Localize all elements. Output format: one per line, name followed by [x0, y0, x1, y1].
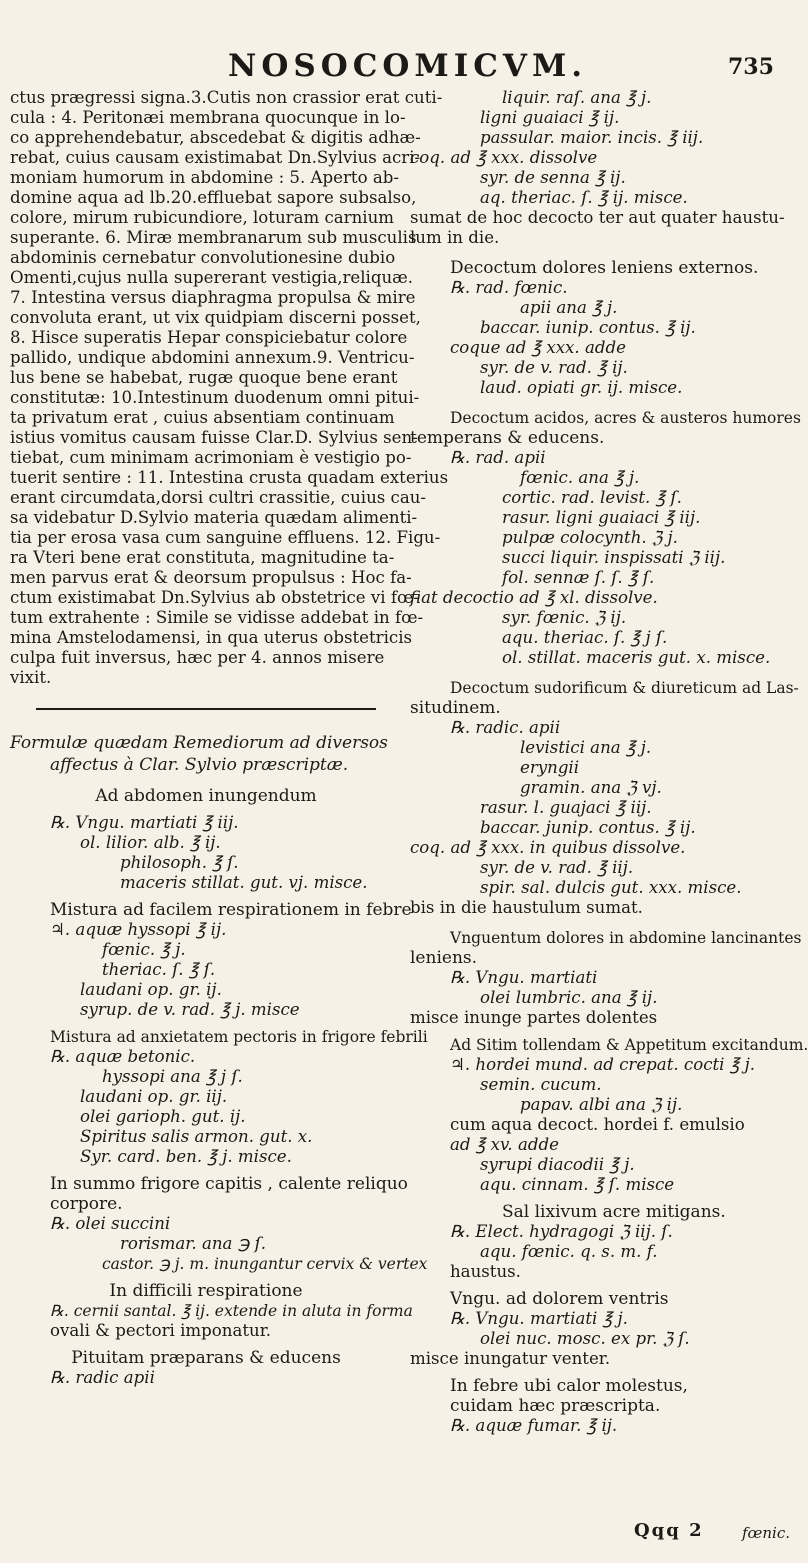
- recipe-line: syr. de v. rad. ℥ ij.: [480, 358, 628, 377]
- recipe-block: [410, 408, 801, 668]
- text-line: men parvus erat & deorsum propulsus : Hoc fa-: [10, 568, 412, 587]
- recipe-block: [410, 928, 802, 1028]
- text-line: Omenti,cujus nulla supererant vestigia,reliquæ.: [10, 268, 414, 287]
- recipe-heading: Mistura ad anxietatem pectoris in frigore febrili: [50, 1028, 428, 1046]
- text-line: superante. 6. Miræ membranarum sub musculis: [10, 228, 417, 247]
- recipe-line: olei garioph. gut. ij.: [80, 1107, 246, 1126]
- recipe-continuation: [410, 88, 790, 248]
- text-line: 7. Intestina versus diaphragma propulsa & mire: [10, 288, 416, 307]
- recipe-line: aqu. fœnic. q. s. m. f.: [480, 1242, 658, 1261]
- recipe-line: laud. opiati gr. ij. misce.: [480, 378, 683, 397]
- text-line: cula : 4. Peritonæi membrana quocunque in lo-: [10, 108, 406, 127]
- recipe-line: aq. theriac. ſ. ℥ ij. misce.: [480, 188, 688, 207]
- recipe-block: [10, 900, 412, 1020]
- recipe-heading: Decoctum sudorificum & diureticum ad Las-: [450, 679, 799, 697]
- text-line: istius vomitus causam fuisse Clar.D. Sylvius sen-: [10, 428, 418, 447]
- recipe-line: ℞. radic apii: [50, 1368, 155, 1387]
- recipe-block: [10, 1027, 428, 1167]
- text-line: ra Vteri bene erat constituta, magnitudine ta-: [10, 548, 395, 567]
- text-line: moniam humorum in abdomine : 5. Aperto ab-: [10, 168, 399, 187]
- recipe-heading: leniens.: [410, 948, 478, 968]
- recipe-heading: cuidam hæc præscripta.: [450, 1396, 661, 1416]
- catchword: fœnic.: [742, 1524, 791, 1542]
- recipe-line: philosoph. ℥ ſ.: [120, 853, 239, 872]
- recipe-line: fœnic. ana ℥ j.: [520, 468, 640, 487]
- recipe-line: Syr. card. ben. ℥ j. misce.: [80, 1147, 292, 1166]
- recipe-heading: Ad abdomen inungendum: [95, 786, 317, 806]
- recipe-line: rorismar. ana ℈ ſ.: [120, 1234, 266, 1253]
- recipe-line: laudani op. gr. iij.: [80, 1087, 228, 1106]
- recipe-block: [10, 1348, 402, 1388]
- recipe-line: misce inunge partes dolentes: [410, 1008, 658, 1027]
- recipe-line: aqu. theriac. ſ. ℥ j ſ.: [502, 628, 668, 647]
- recipe-line: castor. ℈ j. m. inungantur cervix & vertex: [102, 1255, 428, 1273]
- recipe-block: [410, 1289, 790, 1369]
- recipe-line: ℞. cernii santal. ℥ ij. extende in aluta in forma: [50, 1302, 413, 1320]
- recipe-line: lum in die.: [410, 228, 500, 247]
- text-line: constitutæ: 10.Intestinum duodenum omni pitui-: [10, 388, 420, 407]
- recipe-line: spir. sal. dulcis gut. xxx. misce.: [480, 878, 742, 897]
- formulae-title: Formulæ quædam Remediorum ad diversos: [10, 733, 388, 753]
- recipe-heading: In summo frigore capitis , calente reliquo: [50, 1174, 408, 1194]
- recipe-block: [410, 258, 790, 398]
- recipe-line: passular. maior. incis. ℥ iij.: [480, 128, 704, 147]
- recipe-block: [410, 1376, 790, 1436]
- recipe-line: levistici ana ℥ j.: [520, 738, 652, 757]
- text-line: tiebat, cum minimam acrimoniam è vestigio po-: [10, 448, 412, 467]
- recipe-heading: In febre ubi calor molestus,: [450, 1376, 688, 1396]
- recipe-heading: Decoctum acidos, acres & austeros humores: [450, 409, 801, 427]
- section-divider: [36, 708, 376, 710]
- recipe-heading: situdinem.: [410, 698, 501, 718]
- recipe-line: pulpæ colocynth. ℨ j.: [502, 528, 678, 547]
- recipe-heading: Pituitam præparans & educens: [71, 1348, 341, 1368]
- recipe-line: ad ℥ xv. adde: [450, 1135, 559, 1154]
- recipe-line: coq. ad ℥ xxx. dissolve: [410, 148, 598, 167]
- recipe-line: semin. cucum.: [480, 1075, 602, 1094]
- recipe-line: ℞. radic. apii: [450, 718, 561, 737]
- text-line: abdominis cernebatur convolutionesine dubio: [10, 248, 396, 267]
- recipe-line: misce inungatur venter.: [410, 1349, 611, 1368]
- recipe-line: ℞. aquæ fumar. ℥ ij.: [450, 1416, 618, 1435]
- recipe-block: [10, 1281, 413, 1341]
- recipe-line: theriac. ſ. ℥ ſ.: [102, 960, 216, 979]
- recipe-line: ol. lilior. alb. ℥ ij.: [80, 833, 221, 852]
- recipe-line: baccar. junip. contus. ℥ ij.: [480, 818, 696, 837]
- recipe-line: baccar. iunip. contus. ℥ ij.: [480, 318, 696, 337]
- text-line: culpa fuit inversus, hæc per 4. annos misere: [10, 648, 385, 667]
- recipe-line: fœnic. ℥ j.: [102, 940, 186, 959]
- text-line: lus bene se habebat, rugæ quoque bene erant: [10, 368, 398, 387]
- recipe-line: ℞. Vngu. martiati ℥ iij.: [50, 813, 239, 832]
- recipe-block: [410, 1035, 808, 1195]
- recipe-line: ℞. aquæ betonic.: [50, 1047, 196, 1066]
- page-number: 735: [728, 54, 774, 80]
- text-line: ta privatum erat , cuius absentiam continuam: [10, 408, 395, 427]
- recipe-block: [410, 1202, 790, 1282]
- recipe-line: laudani op. gr. ij.: [80, 980, 222, 999]
- text-line: ctum existimabat Dn.Sylvius ab obstetrice vi fœ-: [10, 588, 420, 607]
- recipe-line: papav. albi ana ℨ ij.: [520, 1095, 683, 1114]
- text-line: co apprehendebatur, abscedebat & digitis adhæ-: [10, 128, 421, 147]
- text-line: tum extrahente : Simile se vidisse addebat in fœ-: [10, 608, 424, 627]
- recipe-line: syrupi diacodii ℥ j.: [480, 1155, 635, 1174]
- recipe-line: olei nuc. mosc. ex pr. ℨ ſ.: [480, 1329, 690, 1348]
- text-line: pallido, undique abdomini annexum.9. Ventricu-: [10, 348, 415, 367]
- running-head: NOSOCOMICVM.: [228, 48, 588, 84]
- recipe-block: [10, 786, 402, 893]
- recipe-heading: Sal lixivum acre mitigans.: [502, 1202, 726, 1222]
- text-line: 8. Hisce superatis Hepar conspiciebatur colore: [10, 328, 408, 347]
- recipe-line: liquir. raſ. ana ℥ j.: [502, 88, 652, 107]
- text-line: convoluta erant, ut vix quidpiam discerni posset,: [10, 308, 421, 327]
- recipe-block: [10, 1174, 428, 1274]
- text-line: sa videbatur D.Sylvio materia quædam alimenti-: [10, 508, 418, 527]
- text-line: erant circumdata,dorsi cultri crassitie, cuius cau-: [10, 488, 427, 507]
- right-column: [410, 88, 808, 1436]
- recipe-heading: In difficili respiratione: [109, 1281, 303, 1301]
- recipe-line: maceris stillat. gut. vj. misce.: [120, 873, 368, 892]
- recipe-heading: Vngu. ad dolorem ventris: [450, 1289, 669, 1309]
- text-line: domine aqua ad lb.20.effluebat sapore subsalso,: [10, 188, 417, 207]
- recipe-line: syr. de senna ℥ ij.: [480, 168, 626, 187]
- recipe-line: ♃. aquæ hyssopi ℥ ij.: [50, 920, 227, 939]
- recipe-heading: Decoctum dolores leniens externos.: [450, 258, 759, 278]
- recipe-block: [410, 678, 799, 918]
- recipe-heading: corpore.: [50, 1194, 123, 1214]
- text-line: rebat, cuius causam existimabat Dn.Sylvius acri-: [10, 148, 421, 167]
- recipe-line: apii ana ℥ j.: [520, 298, 618, 317]
- case-paragraph: [10, 88, 449, 688]
- recipe-heading: Ad Sitim tollendam & Appetitum excitandum.: [450, 1036, 808, 1054]
- page-header: [0, 0, 800, 88]
- recipe-heading: temperans & educens.: [410, 428, 605, 448]
- recipe-line: Spiritus salis armon. gut. x.: [80, 1127, 313, 1146]
- recipe-line: olei lumbric. ana ℥ ij.: [480, 988, 658, 1007]
- recipe-line: gramin. ana ℨ vj.: [520, 778, 662, 797]
- recipe-line: sumat de hoc decocto ter aut quater haustu-: [410, 208, 785, 227]
- recipe-line: haustus.: [450, 1262, 521, 1281]
- text-line: vixit.: [10, 668, 52, 687]
- recipe-line: eryngii: [520, 758, 580, 777]
- recipe-line: ol. stillat. maceris gut. x. misce.: [502, 648, 771, 667]
- recipe-line: coq. ad ℥ xxx. in quibus dissolve.: [410, 838, 686, 857]
- recipe-line: ℞. Vngu. martiati ℥ j.: [450, 1309, 628, 1328]
- recipe-line: cum aqua decoct. hordei f. emulsio: [450, 1115, 745, 1134]
- text-line: tia per erosa vasa cum sanguine effluens. 12. Figu-: [10, 528, 441, 547]
- recipe-line: coque ad ℥ xxx. adde: [450, 338, 626, 357]
- text-line: mina Amstelodamensi, in qua uterus obstetricis: [10, 628, 413, 647]
- recipe-heading: Vnguentum dolores in abdomine lancinantes: [450, 929, 802, 947]
- recipe-line: fol. sennæ ſ. ſ. ℥ ſ.: [502, 568, 655, 587]
- recipe-line: syr. fœnic. ℨ ij.: [502, 608, 627, 627]
- formulae-title: affectus à Clar. Sylvio præscriptæ.: [50, 755, 349, 775]
- recipe-line: cortic. rad. levist. ℥ ſ.: [502, 488, 682, 507]
- text-line: tuerit sentire : 11. Intestina crusta quadam exterius: [10, 468, 449, 487]
- recipe-line: ℞. Elect. hydragogi ℨ iij. ſ.: [450, 1222, 673, 1241]
- recipe-line: ℞. olei succini: [50, 1214, 171, 1233]
- text-line: ctus prægressi signa.3.Cutis non crassior erat cuti-: [10, 88, 443, 107]
- recipe-line: ♃. hordei mund. ad crepat. cocti ℥ j.: [450, 1055, 756, 1074]
- recipe-line: ℞. rad. apii: [450, 448, 546, 467]
- recipe-line: syrup. de v. rad. ℥ j. misce: [80, 1000, 300, 1019]
- recipe-line: syr. de v. rad. ℥ iij.: [480, 858, 634, 877]
- recipe-line: ovali & pectori imponatur.: [50, 1321, 272, 1340]
- recipe-line: bis in die haustulum sumat.: [410, 898, 643, 917]
- recipe-line: ligni guaiaci ℥ ij.: [480, 108, 620, 127]
- recipe-heading: Mistura ad facilem respirationem in febre: [50, 900, 412, 920]
- text-line: colore, mirum rubicundiore, loturam carnium: [10, 208, 395, 227]
- recipe-line: ℞. rad. fœnic.: [450, 278, 568, 297]
- recipe-line: aqu. cinnam. ℥ ſ. misce: [480, 1175, 675, 1194]
- recipe-line: rasur. l. guajaci ℥ iij.: [480, 798, 652, 817]
- recipe-line: rasur. ligni guaiaci ℥ iij.: [502, 508, 701, 527]
- signature-mark: Qqq 2: [634, 1520, 704, 1541]
- recipe-line: hyssopi ana ℥ j ſ.: [102, 1067, 243, 1086]
- recipe-line: fiat decoctio ad ℥ xl. dissolve.: [410, 588, 658, 607]
- recipe-line: succi liquir. inspissati ℨ iij.: [502, 548, 726, 567]
- recipe-line: ℞. Vngu. martiati: [450, 968, 598, 987]
